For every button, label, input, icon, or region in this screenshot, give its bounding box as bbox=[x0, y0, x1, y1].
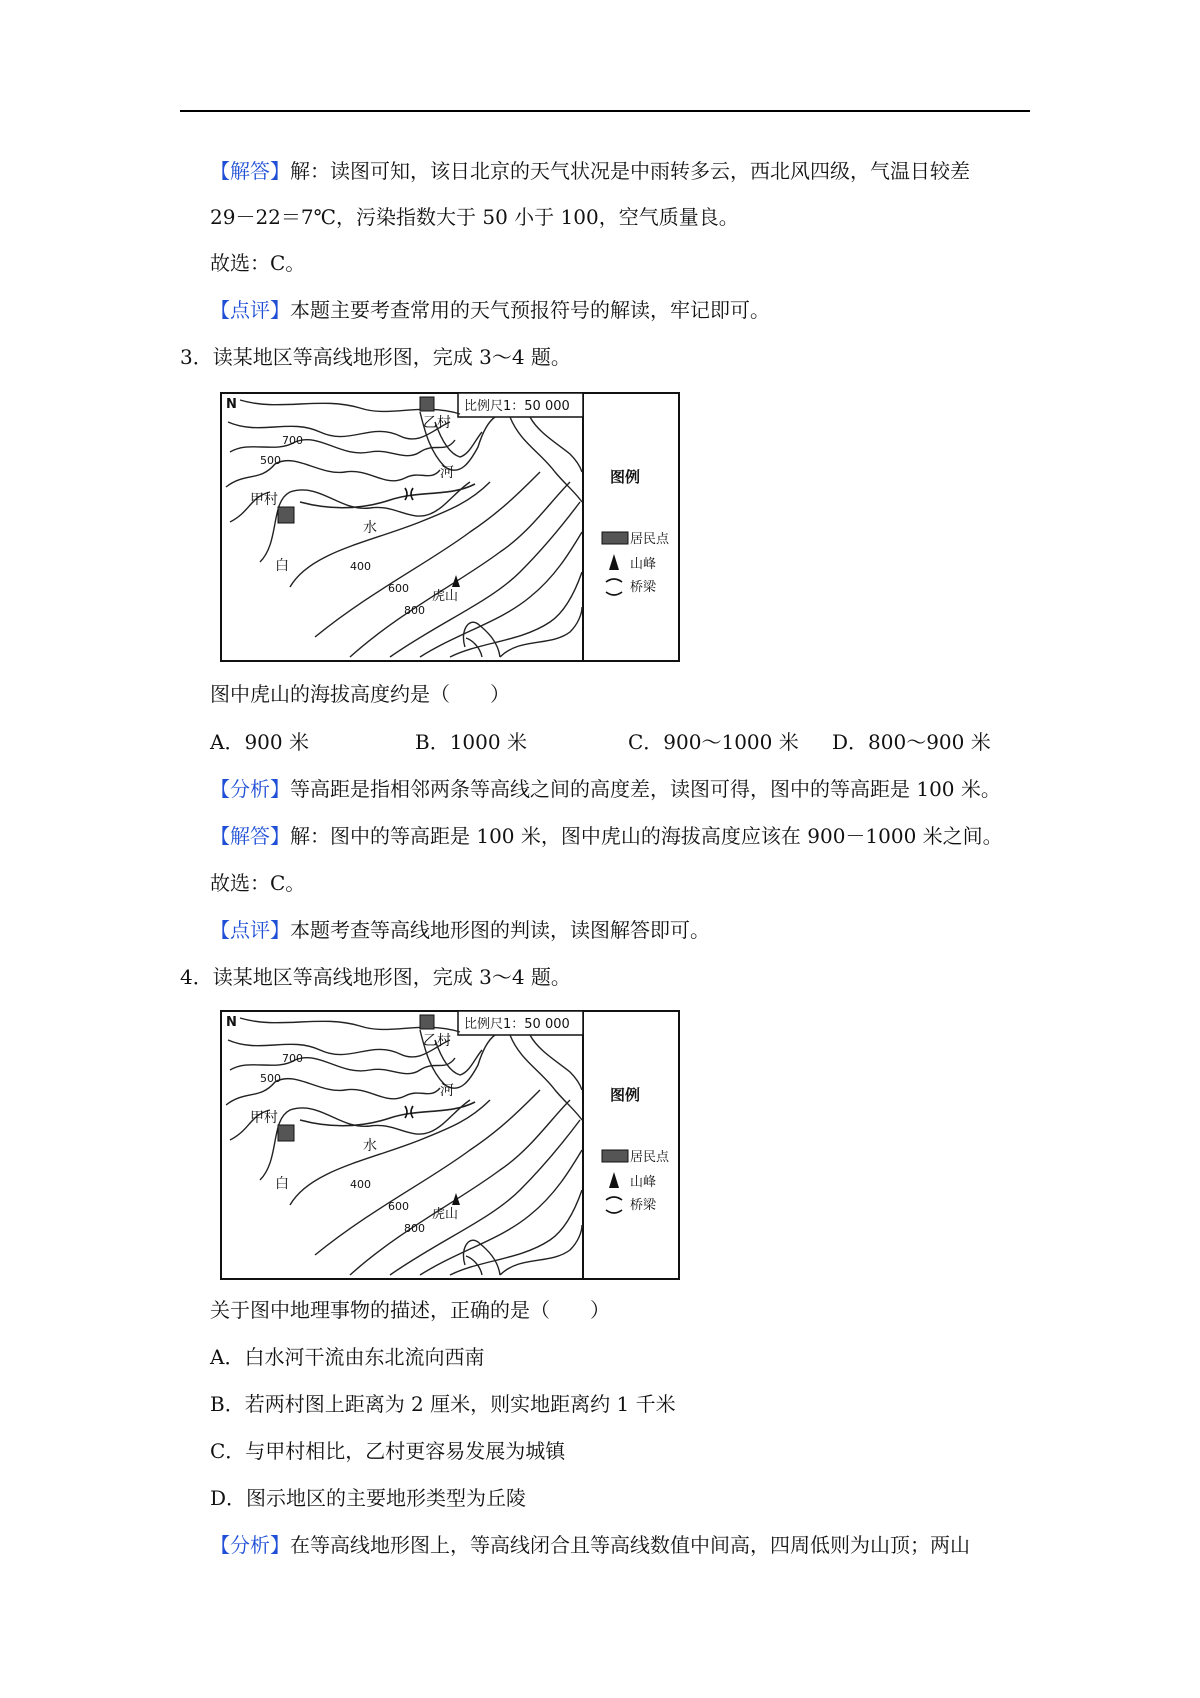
q2-answer-line1: 【解答】解：读图可知，该日北京的天气状况是中雨转多云，西北风四级，气温日较差 bbox=[210, 159, 970, 183]
legend-peak: 山峰 bbox=[630, 1175, 657, 1190]
contour-map-q3 bbox=[220, 392, 680, 666]
q3-choice: 故选：C。 bbox=[210, 871, 306, 895]
comment-tag: 【点评】 bbox=[210, 918, 290, 942]
q2-choice: 故选：C。 bbox=[210, 251, 306, 275]
village-yi-label: 乙村 bbox=[423, 1033, 451, 1049]
contour-map-svg bbox=[220, 392, 680, 662]
q3-analysis: 【分析】等高距是指相邻两条等高线之间的高度差，读图可得，图中的等高距是 100 米。 bbox=[210, 777, 1001, 801]
river-char-bai: 白 bbox=[275, 558, 289, 574]
river-char-he: 河 bbox=[440, 1083, 454, 1099]
header-rule bbox=[180, 110, 1030, 112]
comment-tag: 【点评】 bbox=[210, 298, 290, 322]
q4-option-d: D．图示地区的主要地形类型为丘陵 bbox=[210, 1486, 527, 1510]
q4-option-c: C．与甲村相比，乙村更容易发展为城镇 bbox=[210, 1439, 566, 1463]
contour-label-500: 500 bbox=[260, 1072, 281, 1085]
q3-intro: 3．读某地区等高线地形图，完成 3～4 题。 bbox=[180, 345, 571, 369]
contour-label-400: 400 bbox=[350, 1178, 371, 1191]
contour-map-q4 bbox=[220, 1010, 680, 1284]
q3-option-b: B．1000 米 bbox=[415, 730, 527, 754]
q4-analysis: 【分析】在等高线地形图上，等高线闭合且等高线数值中间高，四周低则为山顶；两山 bbox=[210, 1533, 970, 1557]
legend-settlement: 居民点 bbox=[630, 532, 670, 547]
contour-label-600: 600 bbox=[388, 582, 409, 595]
answer-tag: 【解答】 bbox=[210, 824, 290, 848]
village-jia-label: 甲村 bbox=[250, 492, 278, 508]
village-jia-label: 甲村 bbox=[250, 1110, 278, 1126]
contour-label-800: 800 bbox=[404, 604, 425, 617]
contour-label-800: 800 bbox=[404, 1222, 425, 1235]
north-label: N bbox=[226, 1015, 237, 1030]
scale-label: 比例尺1：50 000 bbox=[464, 399, 570, 414]
contour-label-400: 400 bbox=[350, 560, 371, 573]
q4-option-a: A．白水河干流由东北流向西南 bbox=[210, 1345, 485, 1369]
q4-intro: 4．读某地区等高线地形图，完成 3～4 题。 bbox=[180, 965, 571, 989]
q3-option-a: A．900 米 bbox=[210, 730, 309, 754]
river-char-bai: 白 bbox=[275, 1176, 289, 1192]
river-char-shui: 水 bbox=[363, 1138, 377, 1154]
legend-title: 图例 bbox=[610, 1086, 641, 1104]
q3-answer: 【解答】解：图中的等高距是 100 米，图中虎山的海拔高度应该在 900－1000 米之间。 bbox=[210, 824, 1003, 848]
analysis-tag: 【分析】 bbox=[210, 1533, 290, 1557]
q3-option-d: D．800～900 米 bbox=[832, 730, 991, 754]
legend-title: 图例 bbox=[610, 468, 641, 486]
contour-label-700: 700 bbox=[282, 434, 303, 447]
contour-map-svg-copy bbox=[220, 1010, 680, 1280]
q3-option-c: C．900～1000 米 bbox=[628, 730, 799, 754]
contour-label-600: 600 bbox=[388, 1200, 409, 1213]
river-char-he: 河 bbox=[440, 465, 454, 481]
q4-question: 关于图中地理事物的描述，正确的是（ ） bbox=[210, 1298, 610, 1322]
tiger-mountain-label: 虎山 bbox=[432, 589, 459, 604]
village-yi-label: 乙村 bbox=[423, 415, 451, 431]
legend-bridge: 桥梁 bbox=[630, 580, 657, 595]
scale-label: 比例尺1：50 000 bbox=[464, 1017, 570, 1032]
legend-settlement: 居民点 bbox=[630, 1150, 670, 1165]
legend-peak: 山峰 bbox=[630, 557, 657, 572]
river-char-shui: 水 bbox=[363, 520, 377, 536]
q2-answer-line2: 29－22＝7℃，污染指数大于 50 小于 100，空气质量良。 bbox=[210, 205, 739, 229]
q3-question: 图中虎山的海拔高度约是（ ） bbox=[210, 682, 510, 706]
contour-label-500: 500 bbox=[260, 454, 281, 467]
contour-label-700: 700 bbox=[282, 1052, 303, 1065]
q3-comment: 【点评】本题考查等高线地形图的判读，读图解答即可。 bbox=[210, 918, 710, 942]
analysis-tag: 【分析】 bbox=[210, 777, 290, 801]
q4-option-b: B．若两村图上距离为 2 厘米，则实地距离约 1 千米 bbox=[210, 1392, 676, 1416]
answer-tag: 【解答】 bbox=[210, 159, 290, 183]
legend-bridge: 桥梁 bbox=[630, 1198, 657, 1213]
north-label: N bbox=[226, 397, 237, 412]
q2-comment: 【点评】本题主要考查常用的天气预报符号的解读，牢记即可。 bbox=[210, 298, 770, 322]
tiger-mountain-label: 虎山 bbox=[432, 1207, 459, 1222]
